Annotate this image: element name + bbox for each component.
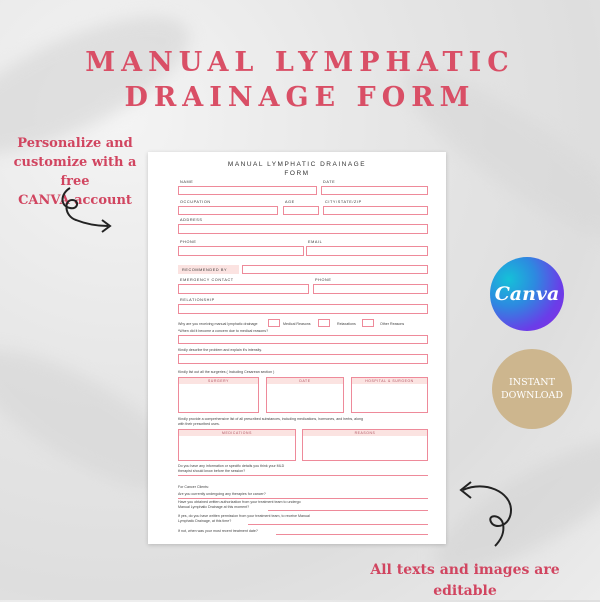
surgery-header: SURGERY <box>179 378 258 384</box>
substances-question: Kindly provide a comprehensive list of all prescribed substances, including medications, hormones, and herbs, along <box>178 417 363 421</box>
medical-reasons-label: Medical Reasons <box>283 322 311 326</box>
left-note-line: customize with a free <box>13 155 137 189</box>
relationship-label: RELATIONSHIP <box>180 298 215 302</box>
badge-line: DOWNLOAD <box>500 390 564 401</box>
recent-treatment-answer-line[interactable] <box>276 534 428 535</box>
headline-line1: MANUAL LYMPHATIC <box>85 47 515 78</box>
permission-question-cont: Lymphatic Drainage, at this time? <box>178 519 232 523</box>
phone-label: PHONE <box>180 240 197 244</box>
name-label: NAME <box>180 180 194 184</box>
phone2-field[interactable] <box>313 284 428 294</box>
age-field[interactable] <box>283 206 319 215</box>
city-field[interactable] <box>323 206 428 215</box>
relaxations-label: Relaxations <box>337 322 356 326</box>
form-page <box>148 152 446 544</box>
info-answer-line[interactable] <box>178 475 428 476</box>
substances-question-cont: with their prescribed uses. <box>178 422 220 426</box>
authorization-question-cont: Manual Lymphatic Drainage at this moment? <box>178 505 250 509</box>
recommended-field[interactable] <box>242 265 428 274</box>
canva-logo <box>490 257 564 331</box>
reasons-header: REASONS <box>303 430 427 436</box>
therapies-answer-line[interactable] <box>178 498 428 499</box>
curly-arrow-icon <box>455 480 525 550</box>
badge-line: INSTANT <box>509 377 555 388</box>
authorization-question: Have you obtained written authorization from your treatment team to undergo <box>178 500 301 504</box>
relaxations-checkbox[interactable] <box>318 319 330 327</box>
when-question: *When did it become a concern due to medical reasons? <box>178 329 269 333</box>
curly-arrow-icon <box>58 186 118 246</box>
canva-logo-text: Canva <box>494 283 560 305</box>
describe-field[interactable] <box>178 354 428 364</box>
date-header: DATE <box>267 378 343 384</box>
other-reasons-label: Other Reasons <box>380 322 405 326</box>
hospital-header: HOSPITAL & SURGEON <box>352 378 427 384</box>
medical-reasons-checkbox[interactable] <box>268 319 280 327</box>
other-reasons-checkbox[interactable] <box>362 319 374 327</box>
recent-treatment-question: If not, when was your most recent treatment date? <box>178 529 258 533</box>
therapies-question: Are you currently undergoing any therapies for cancer? <box>178 492 266 496</box>
instant-download-badge <box>492 349 572 429</box>
when-field[interactable] <box>178 335 428 344</box>
info-question-cont: therapist should know before the session? <box>178 469 246 473</box>
occupation-label: OCCUPATION <box>180 200 211 204</box>
medications-header: MEDICATIONS <box>179 430 295 436</box>
why-question: Why are you receiving manual lymphatic drainage <box>178 322 258 326</box>
occupation-field[interactable] <box>178 206 278 215</box>
left-note-line: CANVA account <box>18 193 132 208</box>
bottom-note <box>340 560 590 602</box>
permission-answer-line[interactable] <box>248 524 428 525</box>
surgeries-question: Kindly list out all the surgeries ( Including Cesarean section ) <box>178 370 275 374</box>
bottom-note-line: All texts and images are <box>370 562 560 578</box>
form-title-sub: FORM <box>284 170 310 177</box>
left-note-line: Personalize and <box>17 136 133 151</box>
info-question: Do you have any information or specific details you think your MLD <box>178 464 285 468</box>
phone2-label: PHONE <box>315 278 332 282</box>
bottom-note-line: editable <box>433 583 497 599</box>
emergency-label: EMERGENCY CONTACT <box>180 278 234 282</box>
name-field[interactable] <box>178 186 317 195</box>
headline-line2: DRAINAGE FORM <box>124 82 476 113</box>
city-label: CITY/STATE/ZIP <box>325 200 362 204</box>
emergency-field[interactable] <box>178 284 309 294</box>
address-label: ADDRESS <box>180 218 203 222</box>
email-field[interactable] <box>306 246 428 256</box>
form-title: MANUAL LYMPHATIC DRAINAGE <box>227 161 367 168</box>
address-field[interactable] <box>178 224 428 234</box>
permission-question: If yes, do you have written permission from your treatment team, to receive Manual <box>178 514 310 518</box>
age-label: AGE <box>285 200 295 204</box>
phone-field[interactable] <box>178 246 304 256</box>
describe-question: Kindly describe the problem and explain it's intensity. <box>178 348 262 352</box>
email-label: EMAIL <box>308 240 323 244</box>
date-field[interactable] <box>321 186 428 195</box>
date-label: DATE <box>323 180 336 184</box>
cancer-heading: For Cancer Clients: <box>178 485 209 489</box>
authorization-answer-line[interactable] <box>268 510 428 511</box>
relationship-field[interactable] <box>178 304 428 314</box>
recommended-label: RECOMMENDED BY <box>182 268 228 272</box>
